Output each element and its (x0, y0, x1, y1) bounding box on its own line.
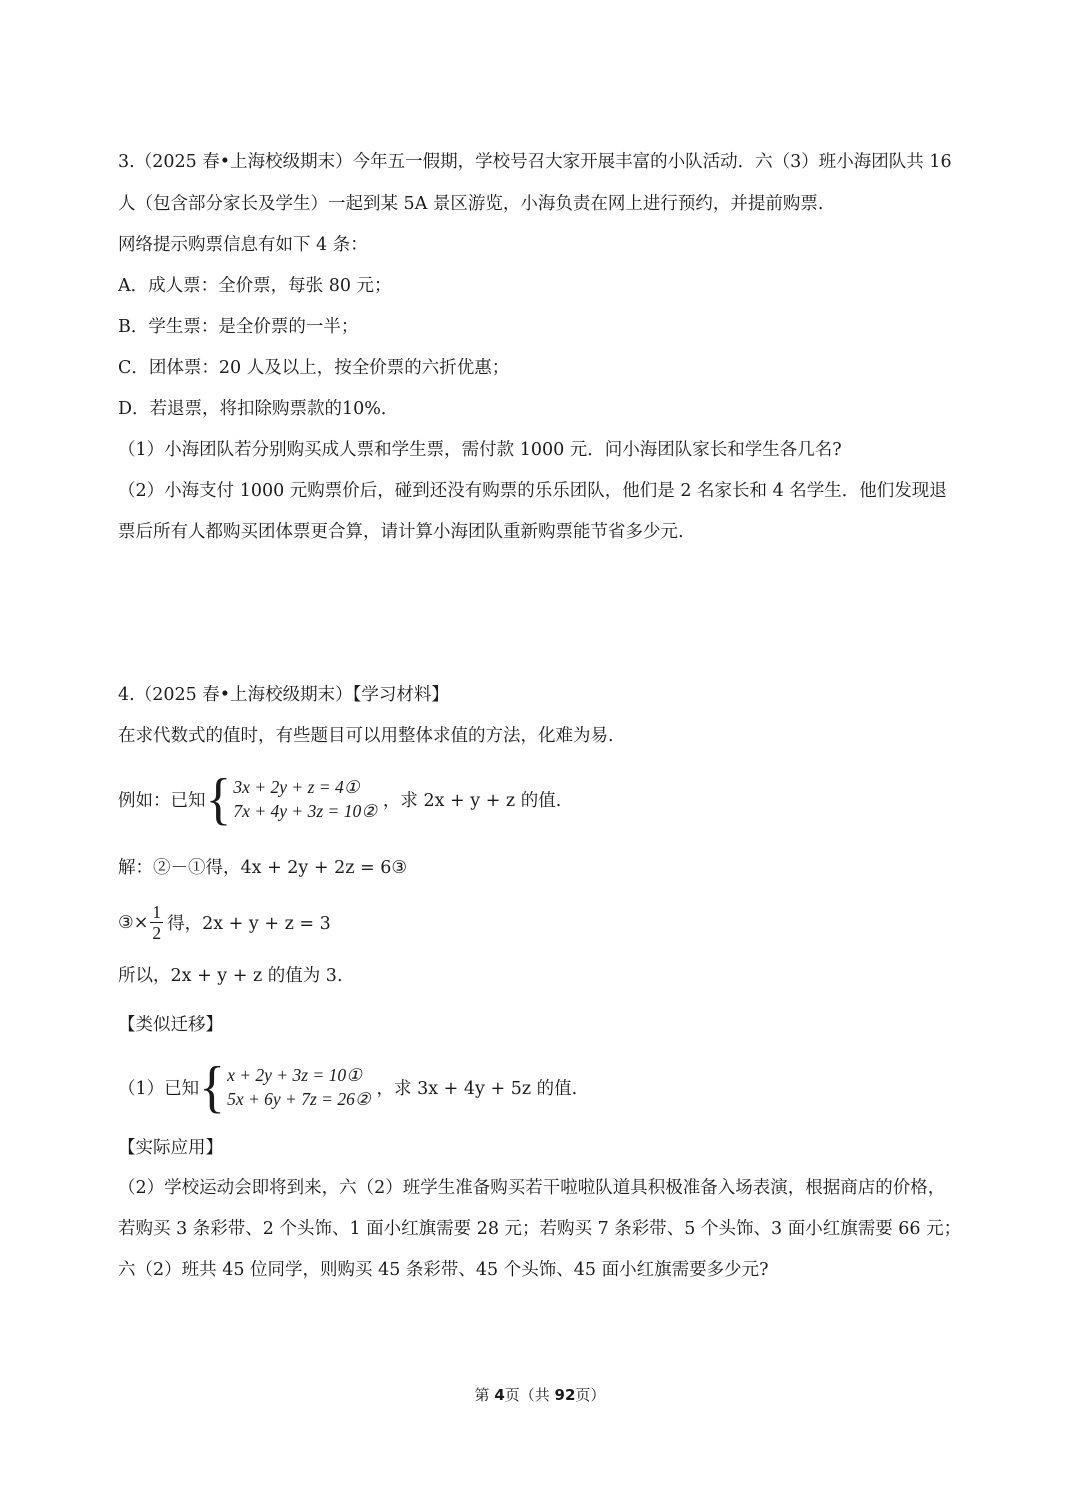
example-equation-2: 7x + 4y + 3z = 10② (233, 801, 377, 821)
solution-step-1: 解：②－①得，4x + 2y + 2z = 6③ (118, 858, 408, 878)
q4-intro: 在求代数式的值时，有些题目可以用整体求值的方法，化难为易. (118, 726, 614, 746)
q3-part-1: （1）小海团队若分别购买成人票和学生票，需付款 1000 元．问小海团队家长和学生各几名? (118, 440, 842, 460)
q3-line-2: 人（包含部分家长及学生）一起到某 5A 景区游览，小海负责在网上进行预约，并提前购票. (118, 194, 824, 214)
q3-option-d: D．若退票，将扣除购票款的10%． (118, 399, 399, 419)
example-equations (233, 775, 376, 823)
current-page-number: 4 (494, 1386, 505, 1404)
example-system (118, 767, 562, 831)
page-footer (0, 1384, 1080, 1405)
part-1-system (118, 1055, 578, 1119)
fraction-denominator: 2 (152, 923, 162, 943)
left-brace: { (205, 767, 232, 831)
footer-middle: 页（共 (504, 1386, 555, 1404)
solution-step-2-prefix: ③× (118, 912, 149, 933)
footer-prefix: 第 (474, 1386, 495, 1404)
q3-line-1: 3.（2025 春•上海校级期末）今年五一假期，学校号召大家开展丰富的小队活动．六（3）班小海团队共 16 (118, 152, 952, 172)
part-1-equation-2: 5x + 6y + 7z = 26② (227, 1089, 371, 1109)
q3-part-2-line-2: 票后所有人都购买团体票更合算，请计算小海团队重新购票能节省多少元. (118, 522, 684, 542)
q3-option-a: A．成人票：全价票，每张 80 元； (118, 276, 392, 296)
part-2-line-3: 六（2）班共 45 位同学，则购买 45 条彩带、45 个头饰、45 面小红旗需要多少元? (118, 1260, 769, 1280)
fraction-numerator: 1 (152, 902, 162, 922)
part-1-prefix: （1）已知 (118, 1078, 200, 1099)
footer-suffix: 页） (575, 1386, 606, 1404)
solution-step-2-suffix: 得，2x + y + z = 3 (167, 914, 331, 934)
part-1-equations (227, 1063, 370, 1111)
example-prefix: 例如：已知 (118, 790, 206, 811)
q3-option-b: B．学生票：是全价票的一半； (118, 317, 359, 337)
section-practical-application: 【实际应用】 (118, 1138, 223, 1158)
solution-step-2 (118, 902, 331, 943)
q4-header: 4.（2025 春•上海校级期末）【学习材料】 (118, 685, 449, 705)
part-1-equation-1: x + 2y + 3z = 10① (227, 1065, 362, 1085)
section-similar-transfer: 【类似迁移】 (118, 1015, 223, 1035)
q3-line-3: 网络提示购票信息有如下 4 条： (118, 235, 368, 255)
q3-part-2-line-1: （2）小海支付 1000 元购票价后，碰到还没有购票的乐乐团队，他们是 2 名家长和 4 名学生．他们发现退 (118, 481, 947, 501)
part-2-line-1: （2）学校运动会即将到来，六（2）班学生准备购买若干啦啦队道具积极准备入场表演，根据商店的价格， (118, 1178, 946, 1198)
left-brace: { (199, 1055, 226, 1119)
solution-step-3: 所以，2x + y + z 的值为 3. (118, 966, 343, 986)
part-2-line-2: 若购买 3 条彩带、2 个头饰、1 面小红旗需要 28 元；若购买 7 条彩带、5 个头饰、3 面小红旗需要 66 元； (118, 1219, 962, 1239)
example-equation-1: 3x + 2y + z = 4① (233, 777, 360, 797)
example-suffix: ，求 2x + y + z 的值. (382, 790, 562, 811)
total-page-count: 92 (554, 1386, 576, 1404)
fraction-one-half (150, 902, 163, 943)
part-1-suffix: ，求 3x + 4y + 5z 的值. (376, 1078, 578, 1099)
q3-option-c: C．团体票：20 人及以上，按全价票的六折优惠； (118, 358, 510, 378)
